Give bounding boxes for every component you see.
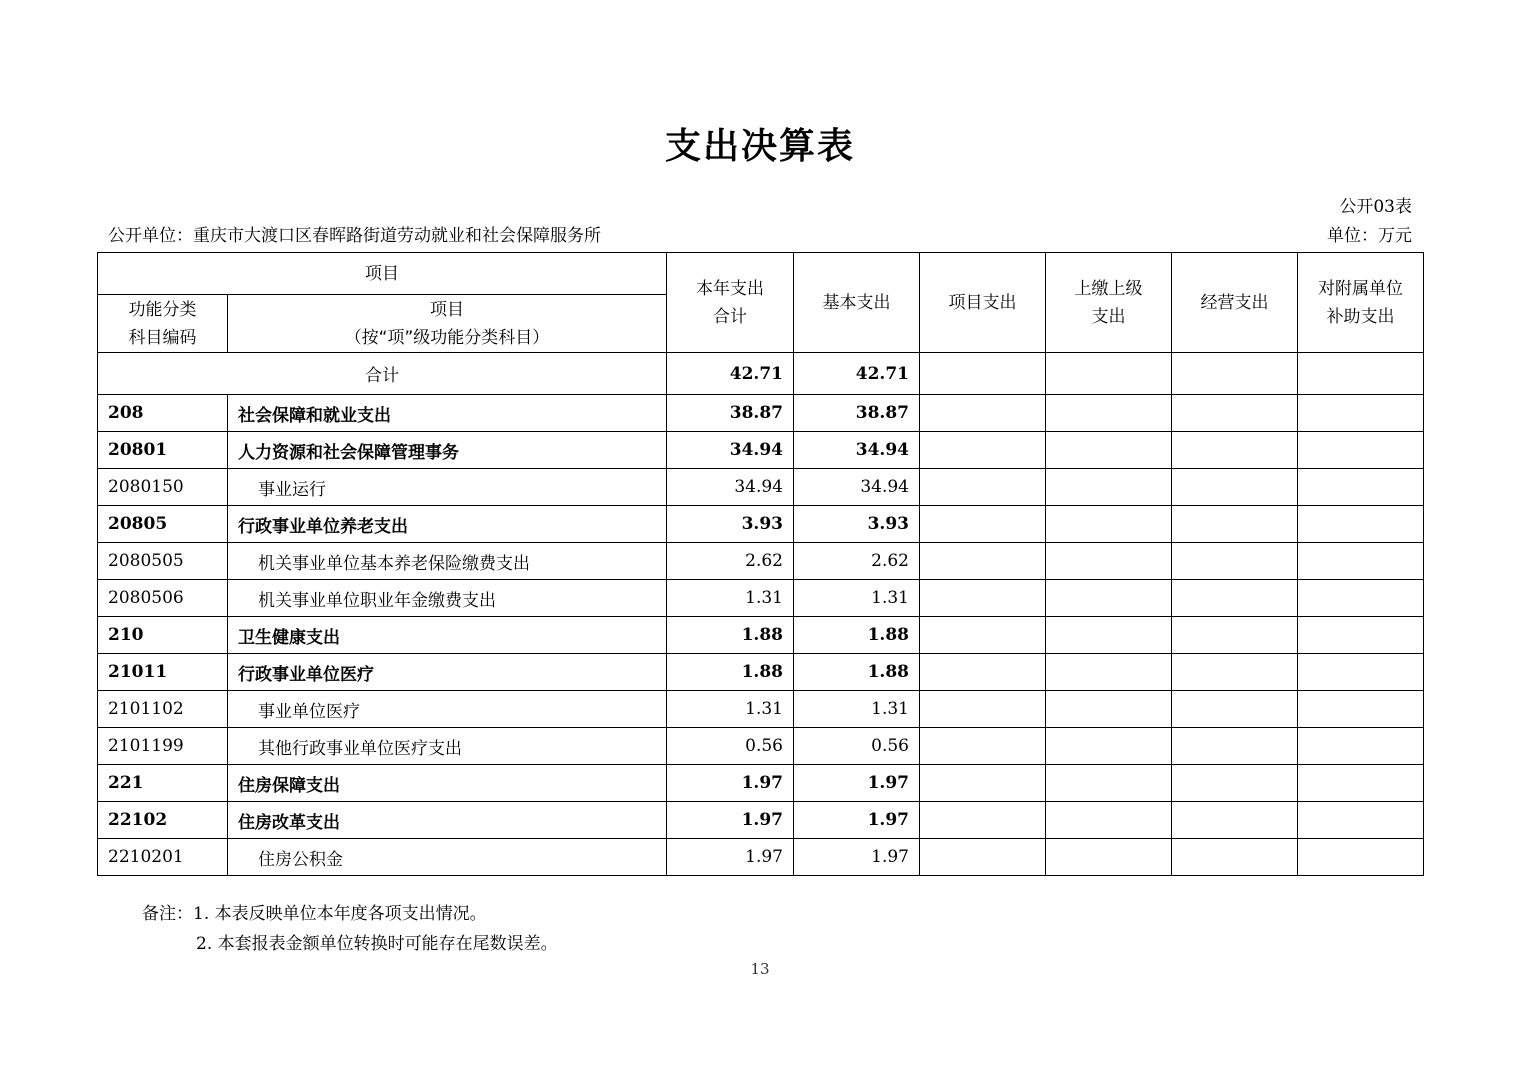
empty-cell <box>920 728 1046 765</box>
empty-cell <box>1046 691 1172 728</box>
row-name: 事业单位医疗 <box>228 691 667 728</box>
row-code: 210 <box>98 617 228 654</box>
empty-cell <box>920 839 1046 876</box>
table-row <box>98 691 1424 728</box>
row-code: 2210201 <box>98 839 228 876</box>
row-name: 卫生健康支出 <box>228 617 667 654</box>
row-basic: 1.31 <box>794 691 920 728</box>
empty-cell <box>920 654 1046 691</box>
unit-label: 单位：万元 <box>1327 226 1412 246</box>
row-code: 2101102 <box>98 691 228 728</box>
header-total-line1: 本年支出 <box>696 278 764 299</box>
empty-cell <box>1046 654 1172 691</box>
empty-cell <box>1046 839 1172 876</box>
row-total: 1.88 <box>667 654 794 691</box>
empty-cell <box>1046 506 1172 543</box>
header-business: 经营支出 <box>1172 253 1298 353</box>
table-row <box>98 728 1424 765</box>
header-project: 项目 <box>98 253 667 295</box>
row-total: 1.88 <box>667 617 794 654</box>
empty-cell <box>1172 506 1298 543</box>
empty-cell <box>920 580 1046 617</box>
row-basic: 1.88 <box>794 617 920 654</box>
empty-cell <box>1046 728 1172 765</box>
empty-cell <box>1172 395 1298 432</box>
row-basic: 1.97 <box>794 839 920 876</box>
empty-cell <box>1298 765 1424 802</box>
row-total: 34.94 <box>667 469 794 506</box>
empty-cell <box>1298 654 1424 691</box>
meta-row <box>108 221 1412 245</box>
row-name: 住房改革支出 <box>228 802 667 839</box>
table-row <box>98 654 1424 691</box>
empty-cell <box>1046 353 1172 395</box>
empty-cell <box>1298 543 1424 580</box>
empty-cell <box>1172 432 1298 469</box>
row-name: 其他行政事业单位医疗支出 <box>228 728 667 765</box>
row-name: 住房公积金 <box>228 839 667 876</box>
row-name: 行政事业单位医疗 <box>228 654 667 691</box>
header-subsidy-line2: 补助支出 <box>1326 306 1395 327</box>
note-2: 2. 本套报表金额单位转换时可能存在尾数误差。 <box>196 934 558 954</box>
row-code: 20801 <box>98 432 228 469</box>
row-code: 2080150 <box>98 469 228 506</box>
row-name: 社会保障和就业支出 <box>228 395 667 432</box>
empty-cell <box>920 617 1046 654</box>
header-basic: 基本支出 <box>794 253 920 353</box>
row-basic: 1.97 <box>794 765 920 802</box>
empty-cell <box>1046 543 1172 580</box>
row-code: 2080506 <box>98 580 228 617</box>
empty-cell <box>920 353 1046 395</box>
empty-cell <box>1298 802 1424 839</box>
empty-cell <box>1298 353 1424 395</box>
total-basic: 42.71 <box>794 353 920 395</box>
row-total: 34.94 <box>667 432 794 469</box>
empty-cell <box>1172 802 1298 839</box>
notes <box>142 899 558 959</box>
row-basic: 1.97 <box>794 802 920 839</box>
row-total: 1.31 <box>667 691 794 728</box>
note-1: 备注：1. 本表反映单位本年度各项支出情况。 <box>142 904 487 924</box>
table-row <box>98 432 1424 469</box>
empty-cell <box>1172 765 1298 802</box>
row-name: 人力资源和社会保障管理事务 <box>228 432 667 469</box>
empty-cell <box>1172 617 1298 654</box>
page-number: 13 <box>750 960 770 978</box>
header-upper-line1: 上缴上级 <box>1074 278 1143 299</box>
empty-cell <box>1298 469 1424 506</box>
empty-cell <box>920 691 1046 728</box>
header-project-expense: 项目支出 <box>920 253 1046 353</box>
row-name: 行政事业单位养老支出 <box>228 506 667 543</box>
empty-cell <box>1172 469 1298 506</box>
table-row <box>98 506 1424 543</box>
org-label: 公开单位：重庆市大渡口区春晖路街道劳动就业和社会保障服务所 <box>108 226 601 246</box>
empty-cell <box>1046 395 1172 432</box>
table-row <box>98 580 1424 617</box>
empty-cell <box>1172 654 1298 691</box>
row-basic: 34.94 <box>794 432 920 469</box>
header-code-line1: 功能分类 <box>128 299 197 320</box>
row-basic: 0.56 <box>794 728 920 765</box>
row-total: 2.62 <box>667 543 794 580</box>
row-code: 2101199 <box>98 728 228 765</box>
row-name: 住房保障支出 <box>228 765 667 802</box>
row-code: 22102 <box>98 802 228 839</box>
header-upper-payment <box>1046 253 1172 353</box>
row-total: 1.31 <box>667 580 794 617</box>
total-row <box>98 353 1424 395</box>
row-total: 1.97 <box>667 765 794 802</box>
empty-cell <box>1172 839 1298 876</box>
expenditure-table <box>97 252 1424 876</box>
row-name: 机关事业单位基本养老保险缴费支出 <box>228 543 667 580</box>
page-title: 支出决算表 <box>664 126 855 167</box>
table-row <box>98 617 1424 654</box>
empty-cell <box>1046 580 1172 617</box>
row-basic: 2.62 <box>794 543 920 580</box>
empty-cell <box>1298 839 1424 876</box>
row-code: 208 <box>98 395 228 432</box>
table-row <box>98 802 1424 839</box>
empty-cell <box>920 506 1046 543</box>
row-total: 0.56 <box>667 728 794 765</box>
header-item-line2: （按“项”级功能分类科目） <box>344 327 550 348</box>
empty-cell <box>920 469 1046 506</box>
total-label: 合计 <box>98 353 667 395</box>
row-basic: 34.94 <box>794 469 920 506</box>
row-name: 事业运行 <box>228 469 667 506</box>
header-code-line2: 科目编码 <box>128 327 197 348</box>
empty-cell <box>1298 395 1424 432</box>
row-basic: 1.88 <box>794 654 920 691</box>
empty-cell <box>1046 765 1172 802</box>
empty-cell <box>1298 728 1424 765</box>
empty-cell <box>1298 432 1424 469</box>
row-total: 1.97 <box>667 839 794 876</box>
empty-cell <box>1172 691 1298 728</box>
table-row <box>98 543 1424 580</box>
empty-cell <box>1298 691 1424 728</box>
row-basic: 3.93 <box>794 506 920 543</box>
row-code: 21011 <box>98 654 228 691</box>
row-total: 38.87 <box>667 395 794 432</box>
header-upper-line2: 支出 <box>1091 306 1126 327</box>
empty-cell <box>1046 802 1172 839</box>
row-basic: 1.31 <box>794 580 920 617</box>
row-total: 1.97 <box>667 802 794 839</box>
header-code <box>98 295 228 353</box>
row-code: 20805 <box>98 506 228 543</box>
empty-cell <box>1298 617 1424 654</box>
empty-cell <box>1172 728 1298 765</box>
row-basic: 38.87 <box>794 395 920 432</box>
empty-cell <box>920 395 1046 432</box>
header-subsidy <box>1298 253 1424 353</box>
header-total <box>667 253 794 353</box>
empty-cell <box>920 802 1046 839</box>
empty-cell <box>1046 469 1172 506</box>
total-total: 42.71 <box>667 353 794 395</box>
table-row <box>98 765 1424 802</box>
header-item-line1: 项目 <box>430 299 464 320</box>
row-code: 221 <box>98 765 228 802</box>
empty-cell <box>920 543 1046 580</box>
empty-cell <box>1046 432 1172 469</box>
empty-cell <box>1172 580 1298 617</box>
empty-cell <box>920 765 1046 802</box>
header-item <box>228 295 667 353</box>
table-row <box>98 395 1424 432</box>
row-total: 3.93 <box>667 506 794 543</box>
empty-cell <box>1172 353 1298 395</box>
empty-cell <box>1298 580 1424 617</box>
empty-cell <box>920 432 1046 469</box>
row-name: 机关事业单位职业年金缴费支出 <box>228 580 667 617</box>
table-number: 公开03表 <box>1339 197 1412 217</box>
empty-cell <box>1172 543 1298 580</box>
empty-cell <box>1298 506 1424 543</box>
table-row <box>98 839 1424 876</box>
header-total-line2: 合计 <box>713 306 747 327</box>
row-code: 2080505 <box>98 543 228 580</box>
table-row <box>98 469 1424 506</box>
header-subsidy-line1: 对附属单位 <box>1318 278 1403 299</box>
empty-cell <box>1046 617 1172 654</box>
